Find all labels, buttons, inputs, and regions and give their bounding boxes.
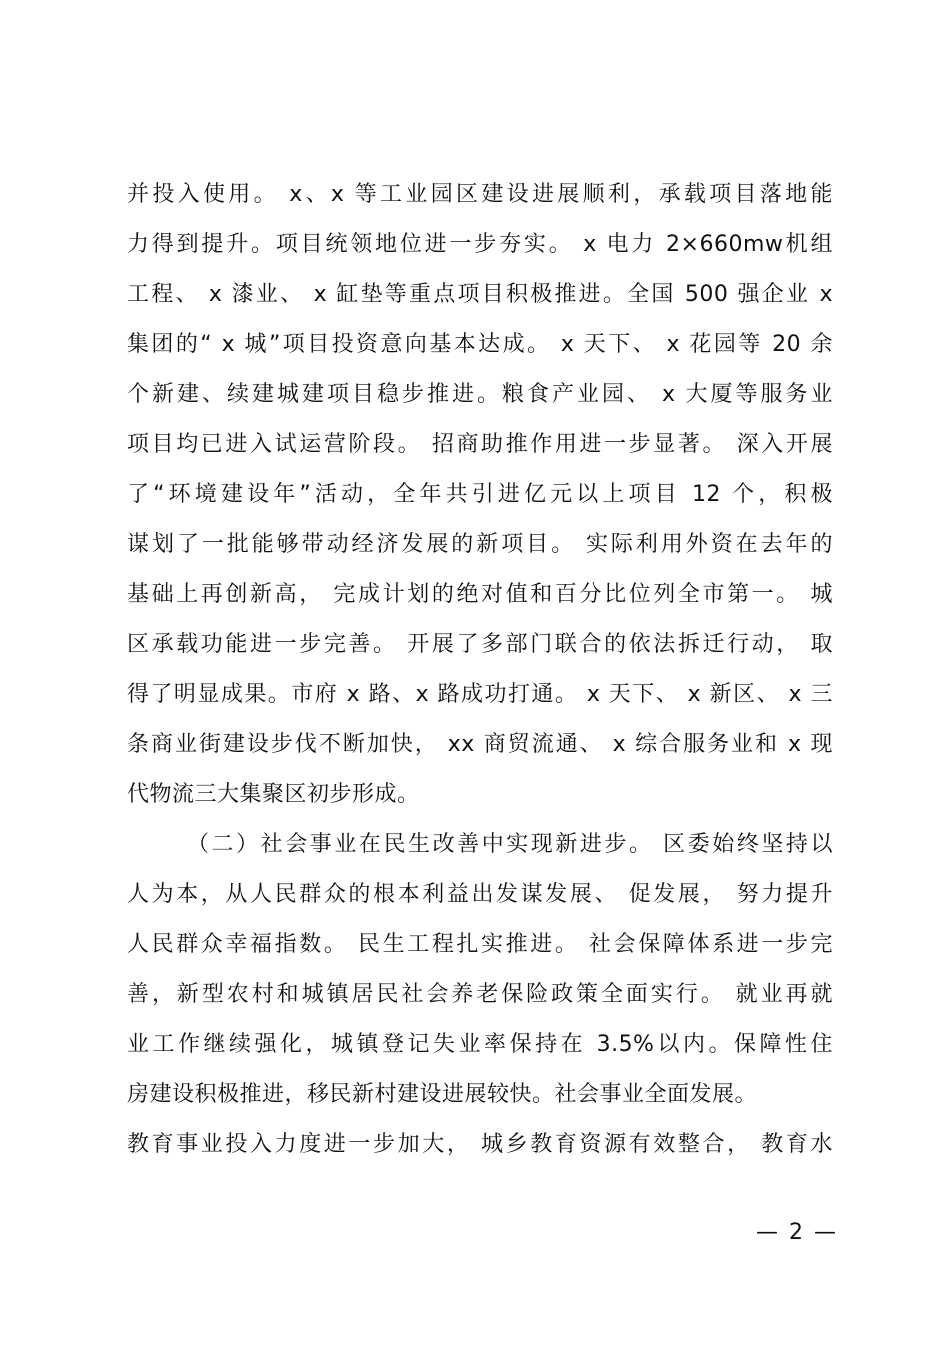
text-line: 得了明显成果。市府 x 路、x 路成功打通。 x 天下、 x 新区、 x 三	[127, 682, 833, 707]
text-line: 条商业街建设步伐不断加快， xx 商贸流通、 x 综合服务业和 x 现	[127, 732, 833, 757]
text-line-paragraph-start: （二）社会事业在民生改善中实现新进步。 区委始终坚持以	[187, 832, 833, 857]
text-line: 教育事业投入力度进一步加大， 城乡教育资源有效整合， 教育水	[127, 1132, 833, 1157]
text-line: 区承载功能进一步完善。 开展了多部门联合的依法拆迁行动， 取	[127, 632, 833, 657]
text-line: 并投入使用。 x、x 等工业园区建设进展顺利，承载项目落地能	[127, 182, 833, 207]
text-line: 谋划了一批能够带动经济发展的新项目。 实际利用外资在去年的	[127, 532, 833, 557]
text-line: 业工作继续强化，城镇登记失业率保持在 3.5%以内。保障性住	[127, 1032, 833, 1057]
text-line: 集团的“ x 城”项目投资意向基本达成。 x 天下、 x 花园等 20 余	[127, 332, 833, 357]
text-line: 房建设积极推进，移民新村建设进展较快。社会事业全面发展。	[127, 1082, 758, 1107]
page-number: — 2 —	[756, 1220, 838, 1245]
text-line: 人为本，从人民群众的根本利益出发谋发展、 促发展， 努力提升	[127, 882, 833, 907]
text-line: 个新建、续建城建项目稳步推进。粮食产业园、 x 大厦等服务业	[127, 382, 833, 407]
text-line: 善，新型农村和城镇居民社会养老保险政策全面实行。 就业再就	[127, 982, 833, 1007]
text-line: 了“环境建设年”活动，全年共引进亿元以上项目 12 个，积极	[127, 482, 833, 507]
text-line-paragraph-end: 代物流三大集聚区初步形成。	[127, 782, 420, 807]
text-line: 工程、 x 漆业、 x 缸垫等重点项目积极推进。全国 500 强企业 x	[127, 282, 833, 307]
text-line: 人民群众幸福指数。 民生工程扎实推进。 社会保障体系进一步完	[127, 932, 833, 957]
text-line: 项目均已进入试运营阶段。 招商助推作用进一步显著。 深入开展	[127, 432, 833, 457]
text-line: 力得到提升。项目统领地位进一步夯实。 x 电力 2×660mw机组	[127, 232, 833, 257]
text-line: 基础上再创新高， 完成计划的绝对值和百分比位列全市第一。 城	[127, 582, 833, 607]
